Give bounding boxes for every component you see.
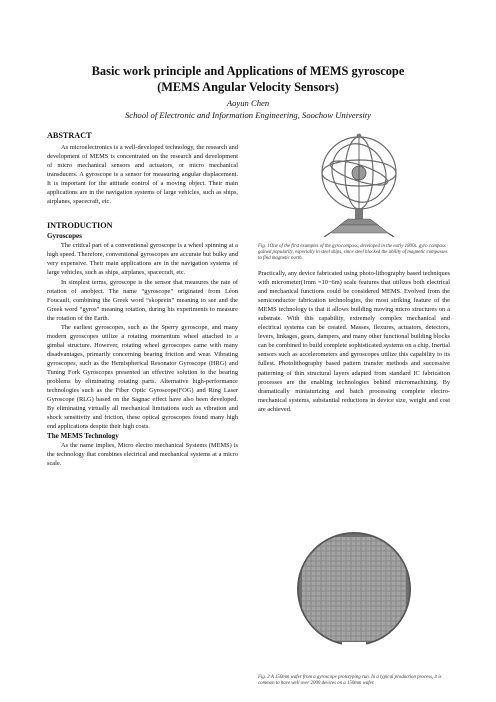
body-paragraph: The critical part of a conventional gyroscope is a wheel spinning at a high speed. Therefore, conventional gyroscopes are accurate but bulky and very expensive. Their main applications are in the navigation systems of large vehicles, such as ships, airplanes, spacecraft, etc.	[47, 242, 238, 277]
author-affiliation: School of Electronic and Information Engineering, Soochow University	[125, 110, 371, 120]
gyroscopes-heading: Gyroscopes	[47, 232, 82, 241]
wafer-figure	[296, 531, 412, 647]
body-paragraph: In simplest terms, gyroscope is the sensor that measures the rate of rotation of anobject. The name “gyroscope” originated from Léon Foucault, combining the Greek word “skopeein” meaning to see and the Greek word “gyros” meaning rotation, during his experiments to measure the rotation of the Earth.	[47, 278, 238, 322]
body-paragraph: The earliest gyroscopes, such as the Sperry gyroscope, and many modern gyroscopes utilize a rotating momentum wheel attached to a gimbal structure. However, rotating wheel gyroscopes came with many disadvantages, primarily concerning bearing friction and wear. Vibrating gyroscopes, such as the Hemispherical Resonator Gyroscope (HRG) and Tuning Fork Gyroscopes presented an effective solution to the bearing problems by eliminating rotating parts. Alternative high-performance technologies such as the Fiber Optic Gyroscope(FOG) and Ring Laser Gyroscope (RLG) based on the Sagnac effect have also been developed. By eliminating virtually all mechanical limitations such as vibration and shock sensitivity and friction, these optical gyroscopes found many high end applications despite their high costs.	[47, 323, 238, 431]
paper-title-line1: Basic work principle and Applications of MEMS gyroscope	[91, 64, 405, 78]
gyrocompass-figure	[300, 133, 418, 237]
author-name: Aoyun Chen	[226, 98, 270, 108]
body-paragraph: As the name implies, Micro electro mechanical Systems (MEMS) is the technology that combines electrical and mechanical systems at a micro scale.	[47, 442, 238, 468]
abstract-heading: ABSTRACT	[47, 131, 92, 140]
mems-technology-heading: The MEMS Technology	[47, 432, 119, 441]
figure2-caption: Fig. 2 A 150mm wafer from a gyroscope prototyping run. In a typical production process, it is common to have well over 2000 devices on a 150mm wafer.	[258, 675, 442, 687]
abstract-paragraph: As microelectronics is a well-developed technology, the research and development of MEMS is concentrated on the research and development of micro mechanical sensors and actuators, or micro mechanical transducers. A gyroscope is a sensor for measuring angular displacement. It is important for the attitude control of a moving object. Their main applications are in the navigation systems of large vehicles, such as ships, airplanes, spacecraft, etc.	[47, 144, 238, 206]
introduction-heading: INTRODUCTION	[47, 221, 113, 231]
paper-title-line2: (MEMS Angular Velocity Sensors)	[157, 80, 339, 94]
body-paragraph: Practically, any device fabricated using photo-lithography based techniques with micrometer(1mm =10−6m) scale features that utilizes both electrical and mechanical functions could be considered MEMS. Evolved from the semiconductor fabrication technologies, the most striking feature of the MEMS technology is that it allows building moving micro structures on a substrate. With this capability, extremely complex mechanical and electrical systems can be created. Masses, flexures, actuators, detectors, levers, linkages, gears, dampers, and many other functional building blocks can be combined to build complete sophisticated systems on a chip. Inertial sensors such as accelerometers and gyroscopes utilize this capability to its fullest. Photolithography based pattern transfer methods and successive patterning of thin structural layers adapted from standard IC fabrication processes are the enabling technologies behind micromachining. By dramatically miniaturizing and batch processing complete electro-mechanical systems, substantial reductions in device size, weight and cost are achieved.	[258, 270, 450, 413]
figure1-caption: Fig. 1One of the first examples of the gyrocompass, developed in the early 1800s. gyro compass gained popularity, especially in steel ships, since steel blocked the ability of magnetic compasses to find magnetic north.	[258, 244, 448, 262]
right-column	[258, 269, 450, 414]
left-column	[47, 130, 238, 468]
